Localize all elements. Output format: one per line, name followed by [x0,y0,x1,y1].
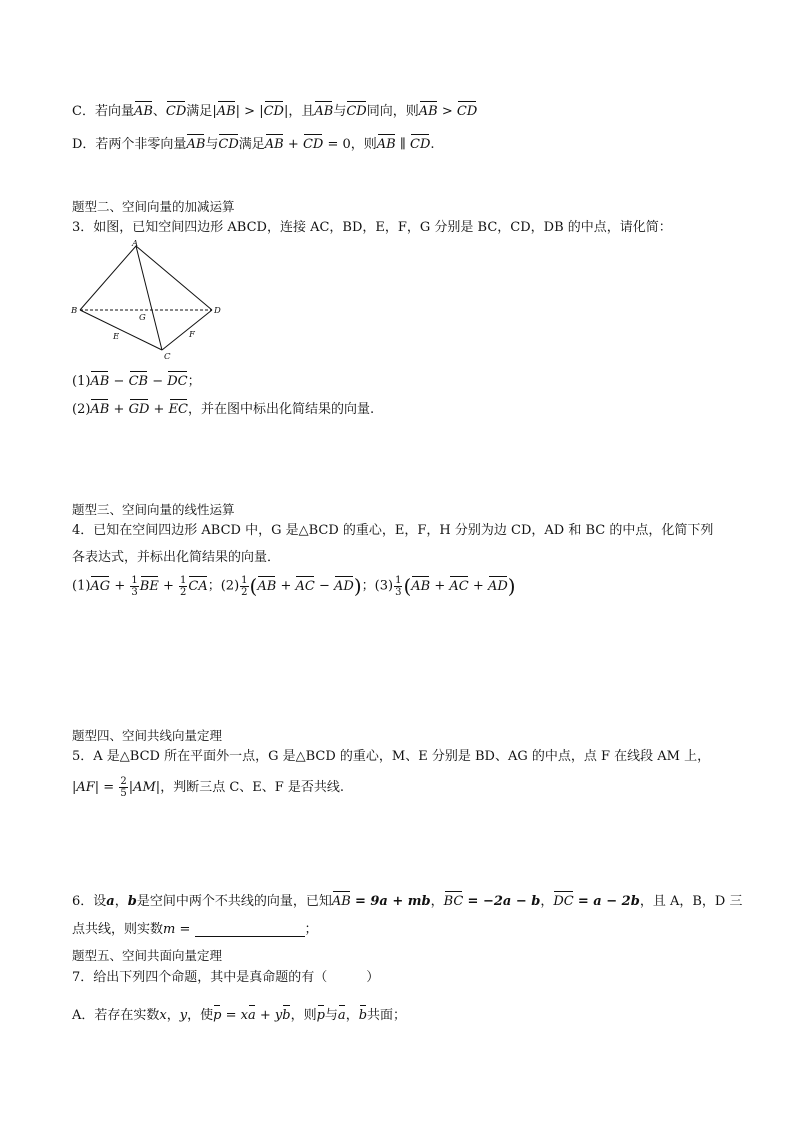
question-4-parts: (1)AG + $\frac{1}{3}$ BE + $\frac{1}{2}$ CA；(2) $\frac{1}{2}$ (AB + AC − AD)；(3) $\frac{1}{3}$ (AB + AC + AD) [72,574,516,598]
fraction: $\frac{2}{5}$ [120,776,127,799]
option-c: C．若向量AB、CD满足|AB| > |CD|，且AB与CD同向，则AB > CD [72,100,477,119]
fraction: $\frac{1}{2}$ [180,574,187,598]
question-6-line-2: 点共线，则实数m = ； [72,922,318,937]
option-d: D．若两个非零向量AB与CD满足AB + CD = 0，则AB ∥ CD. [72,133,435,152]
fraction: $\frac{1}{3}$ [131,574,138,598]
fraction: $\frac{1}{2}$ [241,574,248,598]
label-d: D [214,306,221,316]
question-5-line-2: |AF| = $\frac{2}{5}$ |AM|，判断三点 C、E、F 是否共线. [72,776,345,799]
label-g: G [139,313,146,323]
question-7: 7．给出下列四个命题，其中是真命题的有（ ） [72,970,380,985]
question-3: 3．如图，已知空间四边形 ABCD，连接 AC，BD，E，F，G 分别是 BC，CD，DB 的中点，请化简： [72,220,672,235]
label-b: B [71,306,78,316]
edge-cd [162,310,212,350]
section-heading-2: 题型二、空间向量的加减运算 [72,199,235,214]
question-4-line-2: 各表达式，并标出化简结果的向量． [72,550,281,565]
question-6-line-1: 6．设a，b是空间中两个不共线的向量，已知AB = 9a + mb，BC = −2a − b，DC = a − 2b，且 A，B，D 三 [72,890,742,909]
section-heading-3: 题型三、空间向量的线性运算 [72,502,235,517]
edge-ac [136,246,162,350]
label-c: C [164,352,171,362]
fraction: $\frac{1}{3}$ [395,574,402,598]
question-5-line-1: 5．A 是△BCD 所在平面外一点，G 是△BCD 的重心，M、E 分别是 BD、AG 的中点，点 F 在线段 AM 上， [72,749,711,764]
edge-bc [80,310,162,350]
section-heading-5: 题型五、空间共面向量定理 [72,948,223,963]
edge-ab [80,246,136,310]
label-e: E [113,332,120,342]
edge-ad [136,246,212,310]
question-4-line-1: 4．已知在空间四边形 ABCD 中，G 是△BCD 的重心，E，F，H 分别为边 CD，AD 和 BC 的中点，化简下列 [72,523,714,538]
question-3-part-2: (2)AB + GD + EC，并在图中标出化简结果的向量. [72,398,374,417]
option-a: A．若存在实数x，y，使p = xa + yb，则p与a，b共面； [72,1004,406,1023]
label-a: A [132,239,139,249]
label-f: F [189,330,195,340]
section-heading-4: 题型四、空间共线向量定理 [72,728,223,743]
tetrahedron-figure [68,238,228,364]
answer-blank[interactable] [195,924,305,937]
question-3-part-1: (1)AB − CB − DC； [72,370,201,389]
